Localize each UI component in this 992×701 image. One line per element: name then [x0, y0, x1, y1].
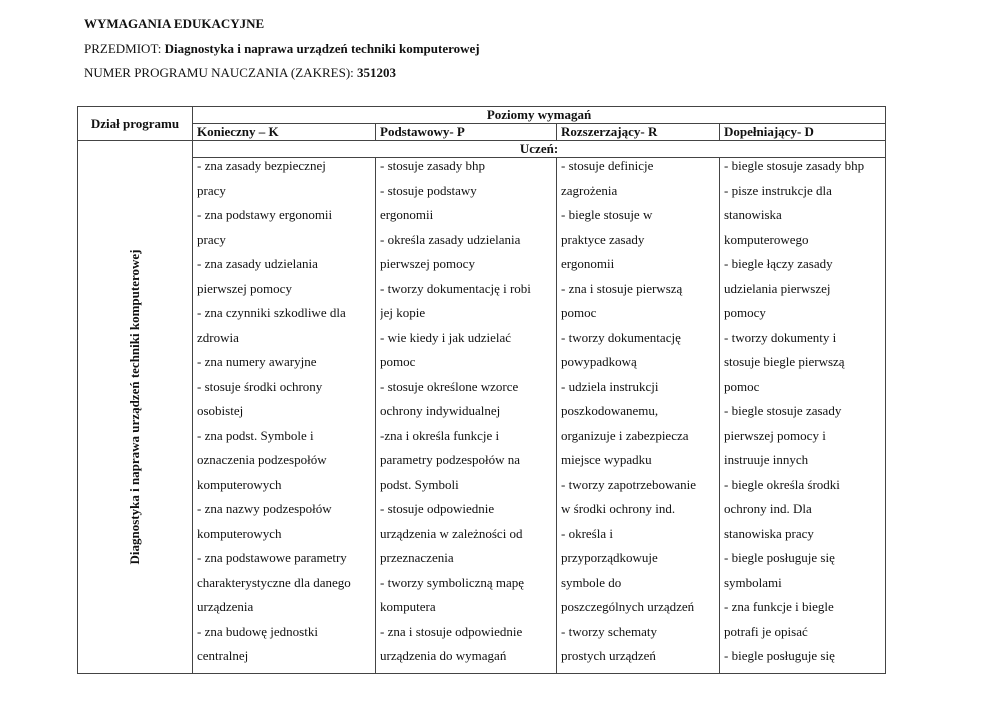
- requirement-line: - zna czynniki szkodliwe dla: [197, 305, 346, 320]
- column-header-podstawowy: Podstawowy- P: [376, 124, 557, 141]
- requirement-line: - biegle łączy zasady: [724, 256, 833, 271]
- requirement-line: pomoc: [561, 305, 597, 320]
- column-header-dopelniajacy: Dopełniający- D: [720, 124, 886, 141]
- requirement-line: - stosuje środki ochrony: [197, 378, 323, 394]
- requirement-line: w środki ochrony ind.: [561, 501, 676, 516]
- requirement-line: centralnej: [197, 648, 249, 663]
- requirement-line: - zna funkcje i biegle: [724, 599, 834, 614]
- requirement-line: podst. Symboli: [380, 476, 459, 492]
- column-header-konieczny: Konieczny – K: [193, 124, 376, 141]
- requirement-line: zdrowia: [197, 329, 239, 345]
- requirement-line: charakterystyczne dla danego: [197, 574, 351, 590]
- column-podstawowy: [376, 158, 557, 674]
- requirement-line: - określa i: [561, 525, 613, 541]
- column-rozszerzajacy: [557, 158, 720, 674]
- column-dopelniajacy: [720, 158, 886, 674]
- requirement-line: - zna i stosuje odpowiednie: [380, 623, 523, 639]
- subject-value: Diagnostyka i naprawa urządzeń techniki komputerowej: [164, 41, 480, 56]
- requirement-line: - zna i stosuje pierwszą: [561, 280, 683, 296]
- requirement-line: - tworzy dokumentację: [561, 329, 681, 345]
- requirement-line: miejsce wypadku: [561, 452, 652, 467]
- section-title-vertical: Diagnostyka i naprawa urządzeń techniki komputerowej: [127, 249, 142, 565]
- requirement-line: przeznaczenia: [380, 550, 454, 565]
- requirement-line: - zna zasady udzielania: [197, 256, 318, 271]
- requirement-line: jej kopie: [380, 305, 426, 320]
- requirement-line: zagrożenia: [561, 182, 618, 198]
- document-title: WYMAGANIA EDUKACYJNE: [84, 16, 265, 31]
- requirement-line: - wie kiedy i jak udzielać: [380, 329, 512, 345]
- requirement-line: - zna podstawy ergonomii: [197, 207, 333, 222]
- column-header-rozszerzajacy: Rozszerzający- R: [557, 124, 720, 141]
- requirement-line: - stosuje określone wzorce: [380, 378, 519, 394]
- requirement-line: oznaczenia podzespołów: [197, 452, 327, 467]
- requirement-line: - zna budowę jednostki: [197, 623, 318, 639]
- requirement-line: pierwszej pomocy: [380, 256, 475, 271]
- requirement-line: - biegle stosuje w: [561, 207, 653, 222]
- requirement-line: - stosuje definicje: [561, 158, 654, 173]
- requirement-line: - tworzy symboliczną mapę: [380, 574, 525, 590]
- requirement-line: pracy: [197, 182, 226, 198]
- requirement-line: - biegle określa środki: [724, 476, 840, 492]
- requirement-line: - biegle stosuje zasady bhp: [724, 158, 865, 173]
- requirement-line: stosuje biegle pierwszą: [724, 354, 845, 369]
- requirement-line: komputerowych: [197, 525, 282, 541]
- requirement-line: udzielania pierwszej: [724, 280, 831, 296]
- requirement-line: - zna podstawowe parametry: [197, 550, 347, 565]
- requirement-line: - zna nazwy podzespołów: [197, 501, 332, 516]
- requirement-line: urządzenia do wymagań: [380, 648, 507, 663]
- requirement-line: pracy: [197, 231, 226, 247]
- requirement-line: ochrony ind. Dla: [724, 501, 812, 516]
- requirement-line: urządzenia w zależności od: [380, 525, 523, 541]
- requirement-line: pomoc: [724, 378, 760, 394]
- requirement-line: - zna zasady bezpiecznej: [197, 158, 326, 173]
- requirement-line: - stosuje zasady bhp: [380, 158, 486, 173]
- requirement-line: - zna numery awaryjne: [197, 354, 317, 369]
- requirement-line: - określa zasady udzielania: [380, 231, 521, 247]
- requirement-line: stanowiska pracy: [724, 525, 814, 541]
- requirement-line: - tworzy dokumenty i: [724, 329, 837, 345]
- requirement-line: instruuje innych: [724, 452, 809, 467]
- requirement-line: parametry podzespołów na: [380, 452, 521, 467]
- requirement-line: komputera: [380, 599, 436, 614]
- requirement-line: - udziela instrukcji: [561, 378, 659, 394]
- requirement-line: - pisze instrukcje dla: [724, 182, 832, 198]
- requirement-line: potrafi je opisać: [724, 623, 808, 639]
- requirement-line: - tworzy dokumentację i robi: [380, 280, 531, 296]
- requirement-line: pierwszej pomocy i: [724, 427, 826, 443]
- subject-label: PRZEDMIOT:: [84, 41, 165, 56]
- requirement-line: praktyce zasady: [561, 231, 645, 247]
- requirement-line: - biegle posługuje się: [724, 550, 835, 565]
- requirement-line: - stosuje odpowiednie: [380, 501, 495, 516]
- requirement-line: powypadkową: [561, 354, 637, 369]
- requirement-line: prostych urządzeń: [561, 648, 656, 663]
- requirement-line: - tworzy zapotrzebowanie: [561, 476, 696, 492]
- requirement-line: poszczególnych urządzeń: [561, 599, 695, 614]
- requirement-line: organizuje i zabezpiecza: [561, 427, 689, 443]
- requirement-line: pierwszej pomocy: [197, 280, 292, 296]
- requirement-line: - zna podst. Symbole i: [197, 427, 314, 443]
- column-konieczny: [193, 158, 376, 674]
- requirement-line: symbolami: [724, 574, 782, 590]
- requirement-line: ergonomii: [561, 256, 615, 271]
- requirement-line: ochrony indywidualnej: [380, 403, 501, 418]
- requirement-line: - biegle posługuje się: [724, 648, 835, 663]
- poziomy-wymagan-header: Poziomy wymagań: [193, 107, 886, 124]
- subject-line: [84, 41, 480, 57]
- requirement-line: ergonomii: [380, 207, 434, 222]
- requirement-line: komputerowego: [724, 231, 809, 247]
- requirement-line: poszkodowanemu,: [561, 403, 659, 418]
- requirement-line: - stosuje podstawy: [380, 182, 477, 198]
- requirement-line: - tworzy schematy: [561, 623, 658, 639]
- requirement-line: osobistej: [197, 403, 244, 418]
- requirement-line: stanowiska: [724, 207, 782, 222]
- requirement-line: pomocy: [724, 305, 766, 320]
- uczen-header: Uczeń:: [193, 141, 886, 158]
- requirement-line: - biegle stosuje zasady: [724, 403, 842, 418]
- section-cell: [78, 141, 193, 674]
- program-value: 351203: [357, 65, 397, 80]
- requirement-line: pomoc: [380, 354, 416, 369]
- requirement-line: przyporządkowuje: [561, 550, 658, 565]
- requirement-line: komputerowych: [197, 476, 282, 492]
- requirement-line: symbole do: [561, 574, 622, 590]
- requirements-table: [77, 106, 886, 674]
- requirement-line: -zna i określa funkcje i: [380, 427, 500, 443]
- dzial-programu-header: Dział programu: [78, 107, 193, 141]
- program-line: [84, 65, 396, 81]
- program-label: NUMER PROGRAMU NAUCZANIA (ZAKRES):: [84, 65, 358, 80]
- requirement-line: urządzenia: [197, 599, 254, 614]
